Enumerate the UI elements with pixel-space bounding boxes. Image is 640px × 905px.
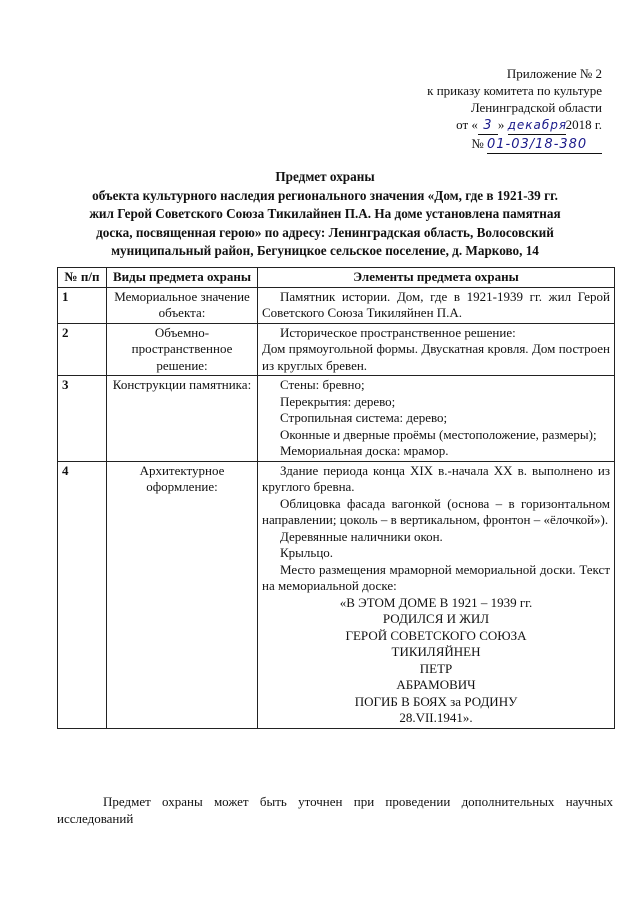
table-row: [58, 376, 615, 462]
element-text: Здание периода конца XIX в.-начала XX в. выполнено из круглого бревна.: [262, 462, 610, 494]
header-elements: Элементы предмета охраны: [258, 268, 615, 288]
table-row: [58, 323, 615, 376]
title-line-5: муниципальный район, Бегуницкое сельское поселение, д. Марково, 14: [111, 243, 539, 258]
appendix-date: от « 3 » декабря2018 г.: [456, 117, 602, 133]
row-num: 4: [58, 461, 107, 728]
table-header-row: [58, 268, 615, 288]
element-text: Мемориальная доска: мрамор.: [280, 443, 449, 458]
header-num: № п/п: [58, 268, 107, 288]
element-text: Стены: бревно;: [280, 377, 365, 392]
row-num: 3: [58, 376, 107, 462]
element-text: Место размещения мраморной мемориальной доски. Текст на мемориальной доске:: [262, 561, 610, 593]
row-num: 1: [58, 287, 107, 323]
plaque-line: ПОГИБ В БОЯХ за РОДИНУ: [354, 693, 518, 709]
element-text: Историческое пространственное решение:: [280, 324, 516, 340]
title-line-2: объекта культурного наследия регионального значения «Дом, где в 1921-39 гг.: [92, 187, 558, 203]
handwritten-month: декабря: [508, 117, 566, 135]
header-kind: Виды предмета охраны: [107, 268, 258, 288]
appendix-region: Ленинградской области: [470, 100, 602, 115]
plaque-line: АБРАМОВИЧ: [396, 677, 476, 692]
element-text: Оконные и дверные проёмы (местоположение, размеры);: [280, 426, 597, 442]
plaque-line: «В ЭТОМ ДОМЕ В 1921 – 1939 гг.: [339, 594, 533, 610]
row-elements: [258, 287, 615, 323]
handwritten-number: 01-03/18-380: [487, 136, 602, 154]
plaque-line: РОДИЛСЯ И ЖИЛ: [382, 611, 490, 626]
appendix-block: [382, 65, 602, 154]
row-kind: Объемно-пространственное решение:: [107, 323, 258, 376]
plaque-line: 28.VII.1941».: [399, 710, 473, 725]
appendix-order-ref: к приказу комитета по культуре: [427, 83, 602, 98]
table-row: [58, 461, 615, 728]
plaque-line: ГЕРОЙ СОВЕТСКОГО СОЮЗА: [345, 627, 527, 643]
row-elements: [258, 323, 615, 376]
element-text: Стропильная система: дерево;: [280, 410, 448, 425]
appendix-number: № 01-03/18-380: [382, 135, 602, 154]
footer-note: Предмет охраны может быть уточнен при проведении дополнительных научных исследований: [57, 794, 613, 826]
element-text: Дом прямоугольной формы. Двускатная кровля. Дом построен из круглых бревен.: [262, 341, 610, 373]
title-line-1: Предмет охраны: [275, 169, 375, 184]
protection-table: [57, 267, 615, 729]
appendix-title: Приложение № 2: [506, 66, 602, 81]
table-row: [58, 287, 615, 323]
document-title: [55, 168, 595, 261]
row-num: 2: [58, 323, 107, 376]
row-kind: Архитектурное оформление:: [107, 461, 258, 728]
title-line-3: жил Герой Советского Союза Тикилайнен П.А. На доме установлена памятная: [89, 206, 561, 221]
element-text: Облицовка фасада вагонкой (основа – в горизонтальном направлении; цоколь – в вертикальном, фронтон – «ёлочкой»).: [262, 495, 610, 527]
row-kind: Мемориальное значение объекта:: [107, 287, 258, 323]
row-elements: [258, 376, 615, 462]
handwritten-day: 3: [478, 117, 498, 135]
row-elements: [258, 461, 615, 728]
element-text: Памятник истории. Дом, где в 1921-1939 гг. жил Герой Советского Союза Тикиляйнен П.А.: [262, 288, 610, 320]
title-line-4: доска, посвященная герою» по адресу: Ленинградская область, Волосовский: [96, 224, 554, 240]
plaque-line: ТИКИЛЯЙНЕН: [391, 644, 481, 659]
element-text: Перекрытия: дерево;: [280, 393, 396, 409]
element-text: Крыльцо.: [280, 545, 334, 560]
row-kind: Конструкции памятника:: [107, 376, 258, 462]
element-text: Деревянные наличники окон.: [280, 528, 443, 544]
plaque-line: ПЕТР: [419, 660, 453, 676]
